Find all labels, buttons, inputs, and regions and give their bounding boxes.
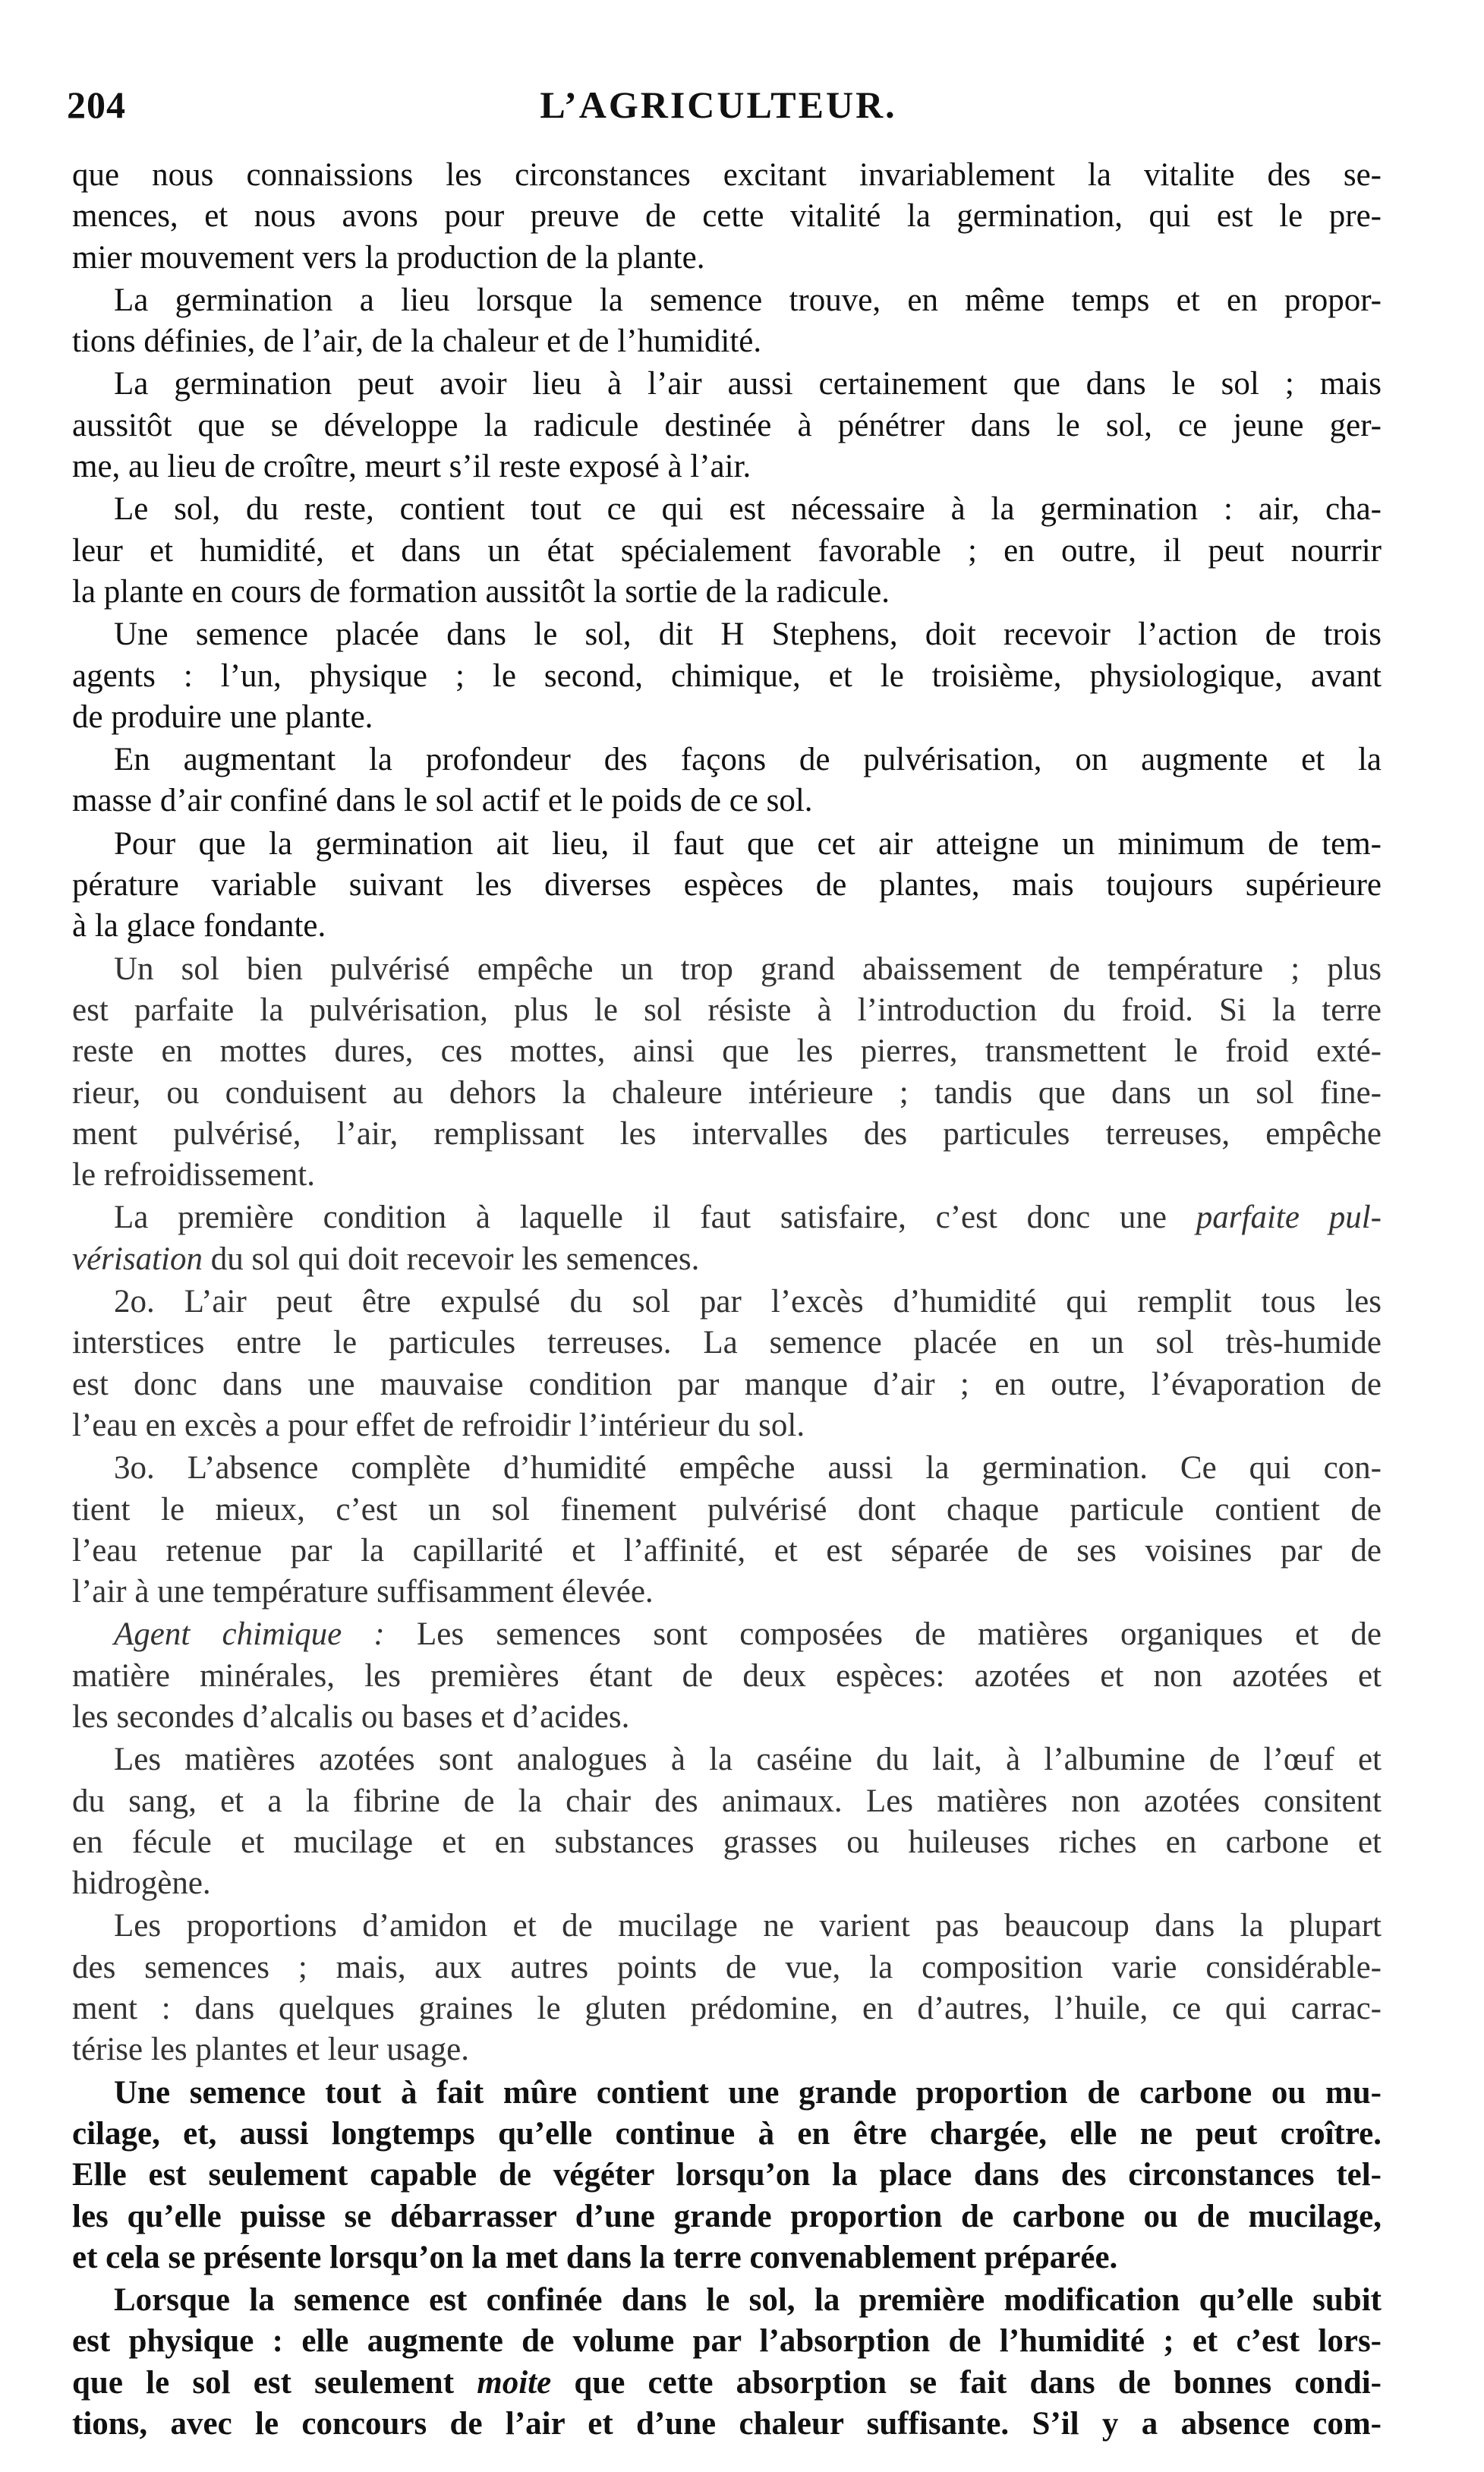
paragraph [72, 489, 1382, 613]
text-line: ment pulvérisé, l’air, remplissant les intervalles des particules terreuses, empêche [72, 1115, 1382, 1152]
paragraph [72, 155, 1382, 279]
text-line: Un sol bien pulvérisé empêche un trop grand abaissement de température ; plus [114, 951, 1382, 987]
text-line: à la glace fondante. [72, 908, 326, 944]
text-line: que nous connaissions les circonstances excitant invariablement la vitalite des se- [72, 157, 1382, 193]
text-line: est physique : elle augmente de volume par l’absorption de l’humidité ; et c’est lors- [72, 2323, 1382, 2360]
text-line: pérature variable suivant les diverses espèces de plantes, mais toujours supérieure [72, 867, 1382, 903]
text-line: vérisation du sol qui doit recevoir les semences. [72, 1241, 700, 1277]
text-line: les secondes d’alcalis ou bases et d’acides. [72, 1698, 630, 1735]
text-line: agents : l’un, physique ; le second, chimique, et le troisième, physiologique, avant [72, 657, 1382, 694]
page-header [67, 82, 1370, 135]
text-line: rieur, ou conduisent au dehors la chaleure intérieure ; tandis que dans un sol fine- [72, 1074, 1382, 1111]
text-line: hidrogène. [72, 1865, 211, 1902]
text-line: En augmentant la profondeur des façons de pulvérisation, on augmente et la [114, 742, 1382, 778]
text-line: les qu’elle puisse se débarrasser d’une grande proportion de carbone ou de mucilage, [72, 2198, 1382, 2234]
text-line: des semences ; mais, aux autres points de vue, la composition varie considérable- [72, 1949, 1382, 1985]
paragraph [72, 1197, 1382, 1280]
text-line: en fécule et mucilage et en substances grasses ou huileuses riches en carbone et [72, 1824, 1382, 1860]
text-line: leur et humidité, et dans un état spécialement favorable ; en outre, il peut nourrir [72, 532, 1382, 569]
paragraph [72, 2073, 1382, 2278]
paragraph [72, 1448, 1382, 1613]
text-line: reste en mottes dures, ces mottes, ainsi que les pierres, transmettent le froid exté- [72, 1033, 1382, 1070]
text-line: matière minérales, les premières étant de deux espèces: azotées et non azotées et [72, 1657, 1382, 1694]
text-line: le refroidissement. [72, 1157, 316, 1193]
text-line: l’air à une température suffisamment élevée. [72, 1574, 654, 1610]
text-line: me, au lieu de croître, meurt s’il reste exposé à l’air. [72, 449, 751, 485]
text-line: est parfaite la pulvérisation, plus le sol résiste à l’introduction du froid. Si la terre [72, 992, 1382, 1028]
paragraph [72, 1282, 1382, 1446]
text-line: cilage, et, aussi longtemps qu’elle continue à en être chargée, elle ne peut croître. [72, 2115, 1382, 2152]
text-line: Une semence tout à fait mûre contient une grande proportion de carbone ou mu- [114, 2074, 1382, 2111]
text-line: térise les plantes et leur usage. [72, 2032, 469, 2068]
page-number: 204 [67, 84, 126, 126]
text-line: interstices entre le particules terreuses. La semence placée en un sol très-humide [72, 1325, 1382, 1361]
text-line: l’eau en excès a pour effet de refroidir l’intérieur du sol. [72, 1407, 805, 1443]
text-line: Une semence placée dans le sol, dit H Stephens, doit recevoir l’action de trois [114, 616, 1382, 653]
text-line: du sang, et a la fibrine de la chair des animaux. Les matières non azotées consitent [72, 1783, 1382, 1819]
text-line: Agent chimique : Les semences sont composées de matières organiques et de [114, 1616, 1382, 1653]
paragraph [72, 1614, 1382, 1738]
text-line: de produire une plante. [72, 698, 373, 735]
text-line: Elle est seulement capable de végéter lorsqu’on la place dans des circonstances tel- [72, 2157, 1382, 2193]
paragraph [72, 1739, 1382, 1904]
text-line: Lorsque la semence est confinée dans le sol, la première modification qu’elle subit [114, 2282, 1382, 2319]
text-line: tient le mieux, c’est un sol finement pulvérisé dont chaque particule contient de [72, 1491, 1382, 1528]
text-line: masse d’air confiné dans le sol actif et le poids de ce sol. [72, 783, 813, 819]
text-line: et cela se présente lorsqu’on la met dans la terre convenablement préparée. [72, 2239, 1118, 2275]
body-text [72, 155, 1382, 2446]
text-line: La germination a lieu lorsque la semence trouve, en même temps et en propor- [114, 282, 1382, 318]
paragraph [72, 2280, 1382, 2445]
running-title: L’AGRICULTEUR. [540, 84, 897, 126]
paragraph [72, 1906, 1382, 2070]
text-line: Les proportions d’amidon et de mucilage ne varient pas beaucoup dans la plupart [114, 1908, 1382, 1944]
text-line: 3o. L’absence complète d’humidité empêche aussi la germination. Ce qui con- [114, 1450, 1382, 1487]
text-line: mier mouvement vers la production de la plante. [72, 239, 705, 276]
text-line: la plante en cours de formation aussitôt la sortie de la radicule. [72, 573, 890, 610]
text-line: tions définies, de l’air, de la chaleur et de l’humidité. [72, 323, 762, 360]
paragraph [72, 739, 1382, 822]
paragraph [72, 824, 1382, 947]
text-line: La germination peut avoir lieu à l’air aussi certainement que dans le sol ; mais [114, 366, 1382, 402]
text-line: Pour que la germination ait lieu, il faut que cet air atteigne un minimum de tem- [114, 825, 1382, 862]
text-line: La première condition à laquelle il faut satisfaire, c’est donc une parfaite pul- [114, 1200, 1382, 1236]
paragraph [72, 280, 1382, 363]
text-line: Les matières azotées sont analogues à la caséine du lait, à l’albumine de l’œuf et [114, 1742, 1382, 1778]
text-line: que le sol est seulement moite que cette absorption se fait dans de bonnes condi- [72, 2364, 1382, 2401]
text-line: mences, et nous avons pour preuve de cette vitalité la germination, qui est le pre- [72, 198, 1382, 235]
paragraph [72, 949, 1382, 1197]
text-line: l’eau retenue par la capillarité et l’affinité, et est séparée de ses voisines par de [72, 1532, 1382, 1569]
text-line: ment : dans quelques graines le gluten prédomine, en d’autres, l’huile, ce qui carrac- [72, 1991, 1382, 2027]
text-line: aussitôt que se développe la radicule destinée à pénétrer dans le sol, ce jeune ger- [72, 407, 1382, 443]
text-line: Le sol, du reste, contient tout ce qui est nécessaire à la germination : air, cha- [114, 491, 1382, 528]
text-line: 2o. L’air peut être expulsé du sol par l’excès d’humidité qui remplit tous les [114, 1284, 1382, 1320]
paragraph [72, 364, 1382, 487]
text-line: tions, avec le concours de l’air et d’une chaleur suffisante. S’il y a absence com- [72, 2406, 1382, 2442]
text-line: est donc dans une mauvaise condition par manque d’air ; en outre, l’évaporation de [72, 1366, 1382, 1402]
paragraph [72, 614, 1382, 738]
